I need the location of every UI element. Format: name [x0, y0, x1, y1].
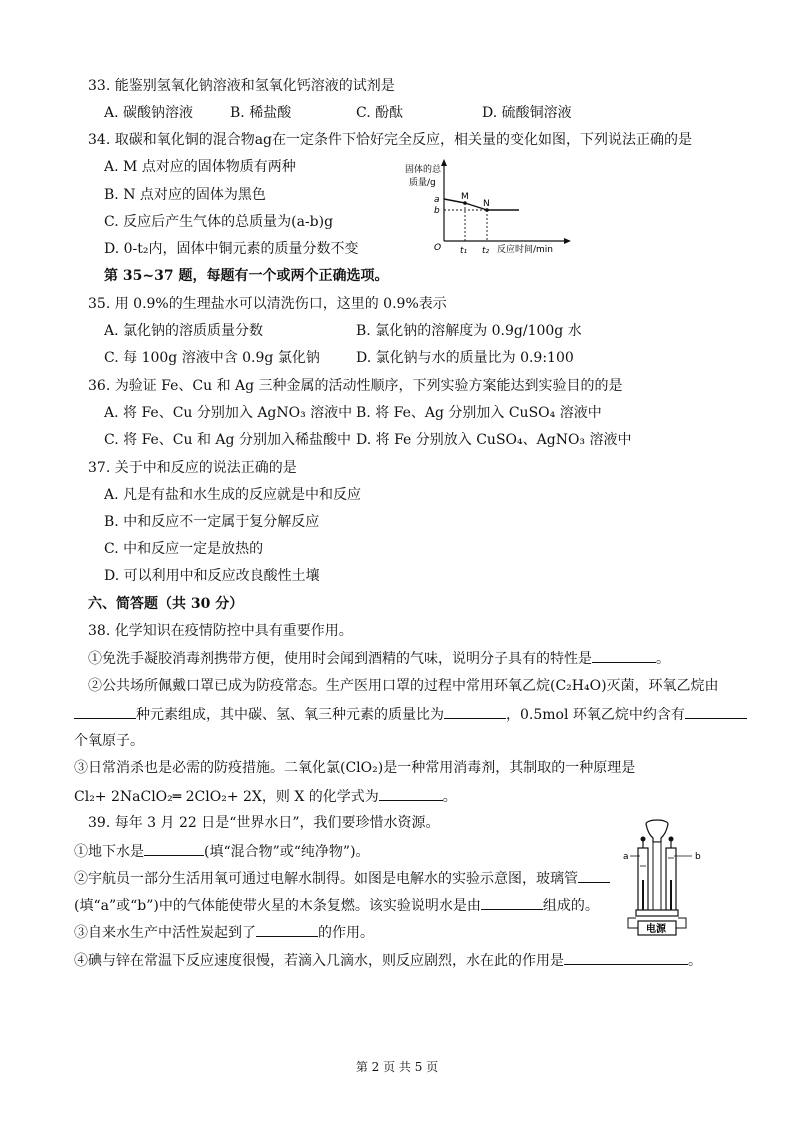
- q35-option-b: B. 氯化钠的溶解度为 0.9g/100g 水: [356, 323, 582, 339]
- q37-option-b: B. 中和反应不一定属于复分解反应: [104, 514, 320, 530]
- q33-option-a: A. 碳酸钠溶液: [104, 105, 194, 121]
- q38-part2-line1: ②公共场所佩戴口罩已成为防疫常态。生产医用口罩的过程中常用环氧乙烷(C₂H₄O)灭菌，环氧乙烷由: [88, 678, 719, 694]
- q36-stem: 36. 为验证 Fe、Cu 和 Ag 三种金属的活动性顺序，下列实验方案能达到实验目的的是: [88, 378, 623, 394]
- q38-blank-3[interactable]: [444, 704, 506, 719]
- q39-part1: [74, 841, 370, 862]
- q35-stem: 35. 用 0.9%的生理盐水可以清洗伤口，这里的 0.9%表示: [88, 296, 447, 312]
- wire-right: [676, 918, 686, 928]
- electrolysis-apparatus: [618, 818, 730, 938]
- q37-option-a: A. 凡是有盐和水生成的反应就是中和反应: [104, 487, 362, 503]
- q39-blank-3[interactable]: [481, 895, 543, 910]
- q33-option-d: D. 硫酸铜溶液: [482, 105, 572, 121]
- q39-part4: [74, 950, 702, 971]
- q33-option-b: B. 稀盐酸: [230, 105, 292, 121]
- label-b: b: [695, 852, 701, 862]
- q39-blank-5[interactable]: [564, 950, 688, 965]
- q38-blank-1[interactable]: [592, 648, 656, 663]
- q38-part2-text-c: ，0.5mol 环氧乙烷中约含有: [506, 707, 685, 723]
- q38-blank-2[interactable]: [74, 704, 136, 719]
- q34-option-b: B. N 点对应的固体为黑色: [104, 187, 266, 203]
- q36-option-c: C. 将 Fe、Cu 和 Ag 分别加入稀盐酸中: [104, 432, 351, 448]
- q34-option-d: D. 0-t₂内，固体中铜元素的质量分数不变: [104, 241, 359, 257]
- power-label: 电源: [646, 924, 666, 935]
- q39-part2-line1: [74, 868, 610, 889]
- graph-label-origin: O: [434, 243, 442, 253]
- q38-blank-4[interactable]: [685, 704, 747, 719]
- funnel-body: [646, 824, 668, 842]
- q38-part1: [88, 648, 670, 669]
- tube-b-valve: [669, 837, 674, 842]
- graph-label-n: N: [483, 199, 490, 209]
- wire-left: [628, 918, 638, 928]
- q37-option-d: D. 可以利用中和反应改良酸性土壤: [104, 568, 320, 584]
- page-footer: 第 2 页 共 5 页: [355, 1060, 439, 1074]
- q38-part1-text: ①免洗手凝胶消毒剂携带方便，使用时会闻到酒精的气味，说明分子具有的特性是: [88, 651, 592, 667]
- q39-stem: 39. 每年 3 月 22 日是“世界水日”，我们要珍惜水资源。: [88, 815, 440, 831]
- q33-option-c: C. 酚酞: [356, 105, 404, 121]
- graph-label-a: a: [434, 195, 440, 205]
- q39-part3-end: 的作用。: [318, 925, 374, 941]
- q39-blank-4[interactable]: [256, 922, 318, 937]
- q38-part3-end: 。: [442, 789, 457, 805]
- q38-part3-equation: Cl₂+ 2NaClO₂═ 2ClO₂+ 2X，则 X 的化学式为: [74, 789, 379, 805]
- q35-option-c: C. 每 100g 溶液中含 0.9g 氯化钠: [104, 350, 320, 366]
- tube-base: [636, 910, 678, 916]
- graph-label-t2: t₂: [482, 246, 490, 255]
- q38-part2-text-b: 种元素组成，其中碳、氢、氧三种元素的质量比为: [136, 707, 444, 723]
- graph-ylabel-1: 固体的总: [405, 165, 442, 175]
- q38-stem: 38. 化学知识在疫情防控中具有重要作用。: [88, 623, 353, 639]
- q39-part3-text: ③自来水生产中活性炭起到了: [74, 925, 256, 941]
- q36-option-a: A. 将 Fe、Cu 分别加入 AgNO₃ 溶液中: [104, 405, 353, 421]
- middle-tube: [653, 842, 661, 914]
- mass-time-graph: [405, 155, 575, 255]
- q39-part2-end: 组成的。: [542, 898, 599, 914]
- label-a: a: [623, 852, 629, 862]
- q39-blank-1[interactable]: [144, 841, 204, 856]
- q39-part2-line2: [74, 895, 599, 916]
- graph-xlabel: 反应时间/min: [497, 245, 554, 255]
- q37-option-c: C. 中和反应一定是放热的: [104, 541, 264, 557]
- graph-label-b: b: [434, 206, 440, 216]
- graph-x-arrow: [564, 238, 571, 244]
- section-note-35-37: 第 35~37 题，每题有一个或两个正确选项。: [104, 268, 389, 284]
- q39-part1-text: ①地下水是: [74, 844, 144, 860]
- graph-ylabel-2: 质量/g: [409, 178, 436, 188]
- q38-part2-line3: 个氧原子。: [74, 733, 144, 749]
- q38-part2-line2: [74, 704, 747, 725]
- q39-part4-text: ④碘与锌在常温下反应速度很慢，若滴入几滴水，则反应剧烈，水在此的作用是: [74, 953, 564, 969]
- section-6-heading: 六、简答题（共 30 分）: [88, 596, 244, 612]
- q34-option-c: C. 反应后产生气体的总质量为(a-b)g: [104, 214, 334, 230]
- q39-blank-2[interactable]: [578, 868, 610, 883]
- q36-option-b: B. 将 Fe、Ag 分别加入 CuSO₄ 溶液中: [356, 405, 602, 421]
- q34-stem: 34. 取碳和氧化铜的混合物ag在一定条件下恰好完全反应，相关量的变化如图，下列说法正确的是: [88, 132, 693, 148]
- graph-y-arrow: [441, 159, 447, 166]
- q38-part1-end: 。: [656, 651, 670, 667]
- tube-a-valve: [641, 837, 646, 842]
- q35-option-a: A. 氯化钠的溶质质量分数: [104, 323, 264, 339]
- graph-label-t1: t₁: [460, 246, 468, 255]
- q39-part3: [74, 922, 374, 943]
- q34-option-a: A. M 点对应的固体物质有两种: [104, 159, 296, 175]
- q35-option-d: D. 氯化钠与水的质量比为 0.9:100: [356, 350, 574, 366]
- q39-part2-text-b: (填“a”或“b”)中的气体能使带火星的木条复燃。该实验说明水是由: [74, 898, 481, 914]
- q36-option-d: D. 将 Fe 分别放入 CuSO₄、AgNO₃ 溶液中: [356, 432, 632, 448]
- q37-stem: 37. 关于中和反应的说法正确的是: [88, 460, 297, 476]
- graph-label-m: M: [461, 192, 469, 202]
- q39-part1-end: (填“混合物”或“纯净物”)。: [204, 844, 370, 860]
- q39-part2-text-a: ②宇航员一部分生活用氧可通过电解水制得。如图是电解水的实验示意图，玻璃管: [74, 871, 578, 887]
- q38-blank-5[interactable]: [379, 786, 443, 801]
- q39-part4-end: 。: [688, 953, 702, 969]
- q33-stem: 33. 能鉴别氢氧化钠溶液和氢氧化钙溶液的试剂是: [88, 78, 395, 94]
- q38-part3-line2: [74, 786, 457, 807]
- q38-part3-line1: ③日常消杀也是必需的防疫措施。二氧化氯(ClO₂)是一种常用消毒剂，其制取的一种原理是: [74, 760, 636, 776]
